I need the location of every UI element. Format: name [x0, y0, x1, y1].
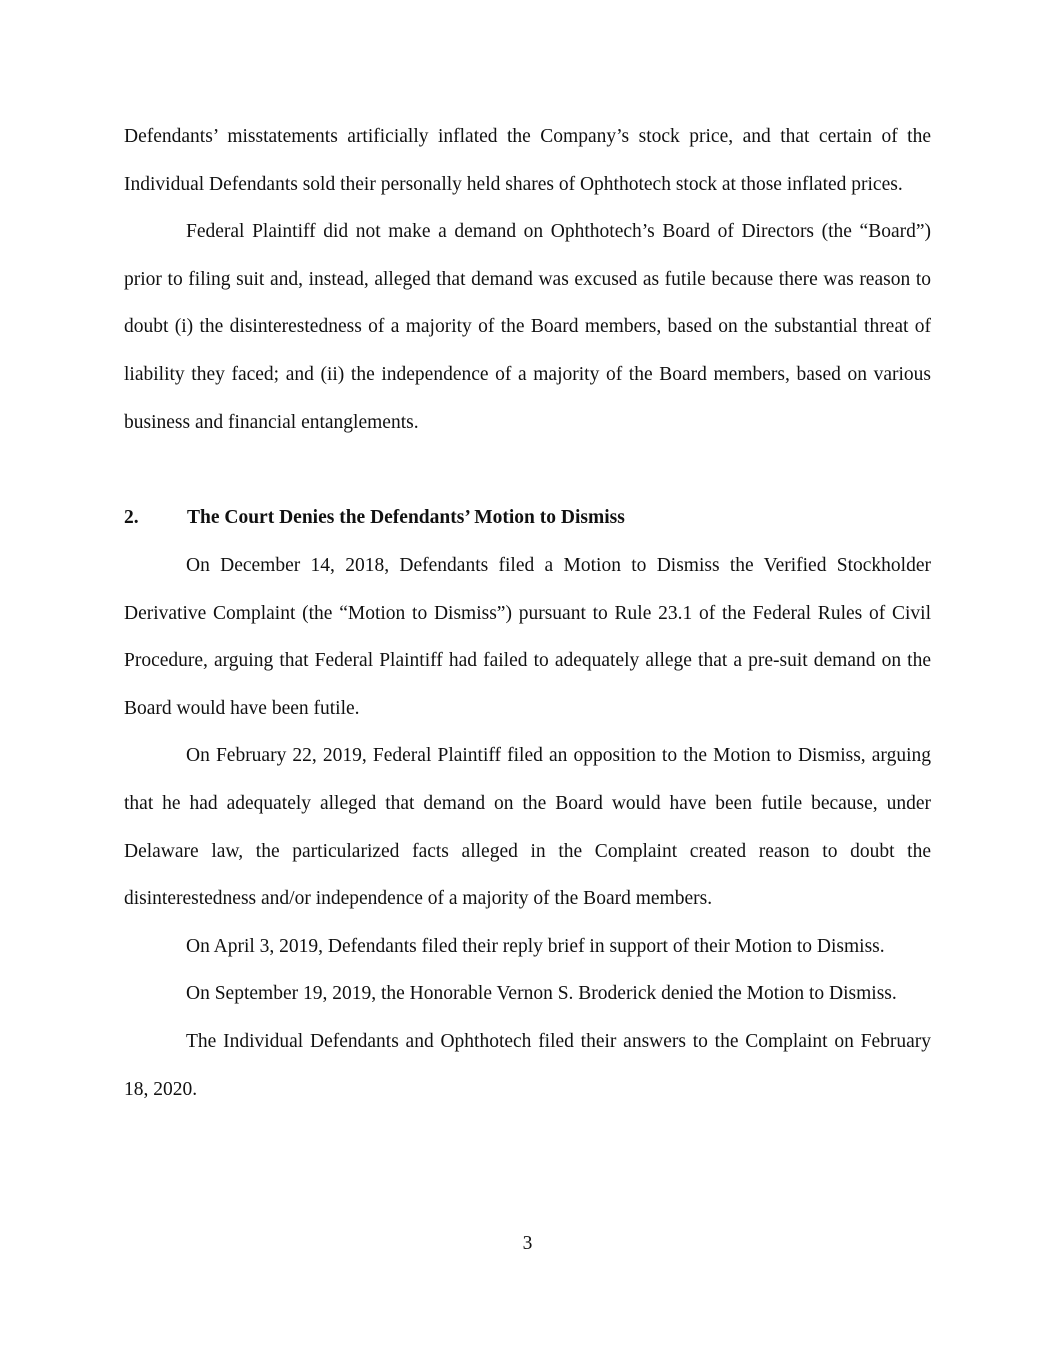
- paragraph-reply-brief: On April 3, 2019, Defendants filed their reply brief in support of their Motion to Dismiss.: [186, 935, 885, 957]
- paragraph-motion-filed: On December 14, 2018, Defendants filed a Motion to Dismiss the Verified Stockholder Derivative Complaint (the “Motion to Dismiss”) pursuant to Rule 23.1 of the Federal Rules of Civil Procedure, arguing that Federal Plaintiff had failed to adequately allege that a pre-suit demand on the Board would have been futile.: [124, 555, 931, 719]
- paragraph-motion-denied: On September 19, 2019, the Honorable Vernon S. Broderick denied the Motion to Dismiss.: [186, 983, 897, 1005]
- paragraph-continued: Defendants’ misstatements artificially inflated the Company’s stock price, and that certain of the Individual Defendants sold their personally held shares of Ophthotech stock at those inflated prices.: [124, 126, 931, 195]
- section-heading: [0, 494, 1055, 542]
- document-body: [124, 113, 931, 446]
- section-heading-line: [0, 494, 1055, 542]
- section-body: [124, 542, 931, 1113]
- paragraph-answers-filed: The Individual Defendants and Ophthotech filed their answers to the Complaint on February 18, 2020.: [124, 1030, 931, 1100]
- page-number: 3: [522, 1233, 533, 1254]
- section-number: 2.: [124, 507, 139, 528]
- paragraph-demand-futility: Federal Plaintiff did not make a demand on Ophthotech’s Board of Directors (the “Board”) prior to filing suit and, instead, alleged that demand was excused as futile because there was reason to doubt (i) the disinterestedness of a majority of the Board members, based on the substantial threat of liability they faced; and (ii) the independence of a majority of the Board members, based on various business and financial entanglements.: [124, 221, 931, 433]
- section-title: The Court Denies the Defendants’ Motion to Dismiss: [187, 507, 625, 528]
- paragraph-opposition: On February 22, 2019, Federal Plaintiff filed an opposition to the Motion to Dismiss, arguing that he had adequately alleged that demand on the Board would have been futile because, under Delaware law, the particularized facts alleged in the Complaint created reason to doubt the disinterestedness and/or independence of a majority of the Board members.: [124, 745, 931, 910]
